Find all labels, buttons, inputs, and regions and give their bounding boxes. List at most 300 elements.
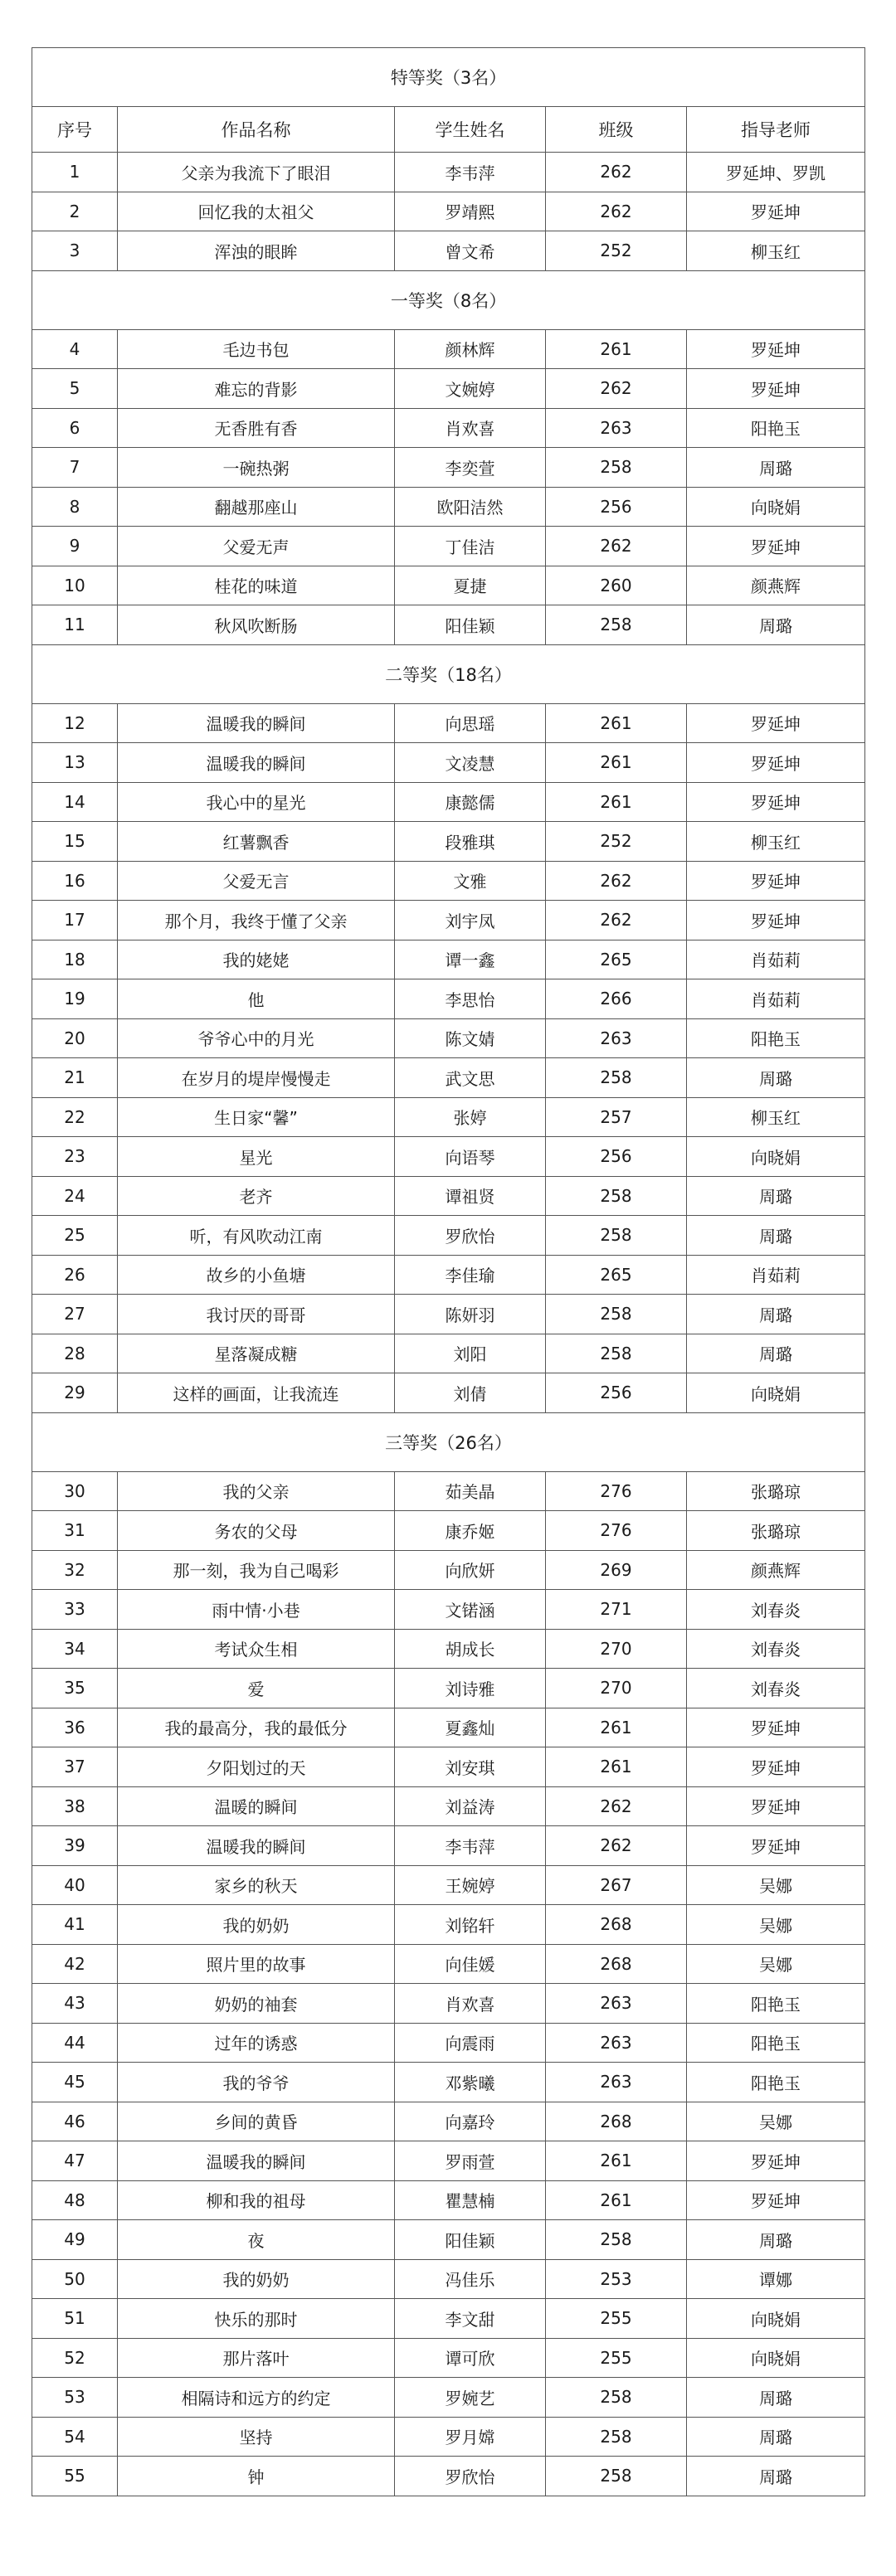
class-cell: 256 xyxy=(546,487,687,527)
section-title: 三等奖（26名） xyxy=(32,1412,865,1471)
teacher-cell: 阳艳玉 xyxy=(687,408,865,448)
rank-cell: 41 xyxy=(32,1905,118,1945)
class-cell: 263 xyxy=(546,1984,687,2024)
table-row xyxy=(32,1708,865,1747)
title-cell: 夕阳划过的天 xyxy=(118,1747,395,1787)
student-cell: 罗月嫦 xyxy=(395,2417,546,2457)
title-cell: 他 xyxy=(118,979,395,1019)
student-cell: 刘倩 xyxy=(395,1373,546,1413)
student-cell: 文雅 xyxy=(395,861,546,901)
class-cell: 252 xyxy=(546,822,687,862)
student-cell: 向佳媛 xyxy=(395,1944,546,1984)
student-cell: 康乔姬 xyxy=(395,1511,546,1551)
student-cell: 谭可欣 xyxy=(395,2338,546,2378)
student-cell: 文凌慧 xyxy=(395,743,546,783)
student-cell: 李韦萍 xyxy=(395,1826,546,1866)
table-row xyxy=(32,1984,865,2024)
class-cell: 261 xyxy=(546,703,687,743)
table-row xyxy=(32,1373,865,1413)
title-cell: 温暖我的瞬间 xyxy=(118,2141,395,2181)
teacher-cell: 阳艳玉 xyxy=(687,1018,865,1058)
table-row xyxy=(32,566,865,605)
rank-cell: 6 xyxy=(32,408,118,448)
rank-cell: 10 xyxy=(32,566,118,605)
class-cell: 258 xyxy=(546,2378,687,2418)
rank-cell: 52 xyxy=(32,2338,118,2378)
rank-cell: 53 xyxy=(32,2378,118,2418)
student-cell: 陈妍羽 xyxy=(395,1295,546,1334)
title-cell: 务农的父母 xyxy=(118,1511,395,1551)
rank-cell: 5 xyxy=(32,369,118,409)
teacher-cell: 柳玉红 xyxy=(687,822,865,862)
table-row xyxy=(32,1255,865,1295)
teacher-cell: 张璐琼 xyxy=(687,1511,865,1551)
title-cell: 快乐的那时 xyxy=(118,2299,395,2339)
table-row xyxy=(32,153,865,192)
rank-cell: 1 xyxy=(32,153,118,192)
title-cell: 我讨厌的哥哥 xyxy=(118,1295,395,1334)
teacher-cell: 罗延坤 xyxy=(687,192,865,231)
teacher-cell: 向晓娟 xyxy=(687,1373,865,1413)
rank-cell: 40 xyxy=(32,1865,118,1905)
teacher-cell: 罗延坤、罗凯 xyxy=(687,153,865,192)
class-cell: 258 xyxy=(546,2457,687,2496)
student-cell: 向震雨 xyxy=(395,2023,546,2063)
table-row xyxy=(32,2378,865,2418)
table-row xyxy=(32,1747,865,1787)
rank-cell: 43 xyxy=(32,1984,118,2024)
rank-cell: 49 xyxy=(32,2220,118,2260)
class-cell: 258 xyxy=(546,605,687,645)
class-cell: 263 xyxy=(546,408,687,448)
title-cell: 回忆我的太祖父 xyxy=(118,192,395,231)
class-cell: 265 xyxy=(546,940,687,979)
title-cell: 柳和我的祖母 xyxy=(118,2180,395,2220)
table-row xyxy=(32,1058,865,1098)
teacher-cell: 罗延坤 xyxy=(687,782,865,822)
rank-cell: 8 xyxy=(32,487,118,527)
teacher-cell: 吴娜 xyxy=(687,1944,865,1984)
title-cell: 温暖我的瞬间 xyxy=(118,1826,395,1866)
table-row xyxy=(32,1471,865,1511)
teacher-cell: 周璐 xyxy=(687,2457,865,2496)
title-cell: 父亲为我流下了眼泪 xyxy=(118,153,395,192)
rank-cell: 18 xyxy=(32,940,118,979)
class-cell: 253 xyxy=(546,2259,687,2299)
column-header-row xyxy=(32,107,865,153)
student-cell: 欧阳洁然 xyxy=(395,487,546,527)
rank-cell: 38 xyxy=(32,1786,118,1826)
table-row xyxy=(32,2023,865,2063)
student-cell: 李佳瑜 xyxy=(395,1255,546,1295)
rank-cell: 14 xyxy=(32,782,118,822)
title-cell: 我的父亲 xyxy=(118,1471,395,1511)
teacher-cell: 周璐 xyxy=(687,1058,865,1098)
class-cell: 268 xyxy=(546,1944,687,1984)
class-cell: 256 xyxy=(546,1137,687,1177)
teacher-cell: 周璐 xyxy=(687,2378,865,2418)
rank-cell: 21 xyxy=(32,1058,118,1098)
rank-cell: 34 xyxy=(32,1629,118,1669)
rank-cell: 50 xyxy=(32,2259,118,2299)
class-cell: 255 xyxy=(546,2338,687,2378)
student-cell: 武文思 xyxy=(395,1058,546,1098)
student-cell: 刘益涛 xyxy=(395,1786,546,1826)
title-cell: 老齐 xyxy=(118,1176,395,1216)
teacher-cell: 罗延坤 xyxy=(687,861,865,901)
title-cell: 坚持 xyxy=(118,2417,395,2457)
teacher-cell: 罗延坤 xyxy=(687,1826,865,1866)
class-cell: 257 xyxy=(546,1097,687,1137)
student-cell: 康懿儒 xyxy=(395,782,546,822)
rank-cell: 26 xyxy=(32,1255,118,1295)
class-cell: 263 xyxy=(546,2063,687,2102)
class-cell: 258 xyxy=(546,1176,687,1216)
table-row xyxy=(32,1669,865,1708)
class-cell: 261 xyxy=(546,1708,687,1747)
student-cell: 阳佳颖 xyxy=(395,605,546,645)
table-row xyxy=(32,1176,865,1216)
column-header: 学生姓名 xyxy=(395,107,546,153)
class-cell: 270 xyxy=(546,1629,687,1669)
class-cell: 269 xyxy=(546,1550,687,1590)
class-cell: 276 xyxy=(546,1471,687,1511)
class-cell: 256 xyxy=(546,1373,687,1413)
title-cell: 那一刻，我为自己喝彩 xyxy=(118,1550,395,1590)
title-cell: 翻越那座山 xyxy=(118,487,395,527)
student-cell: 刘安琪 xyxy=(395,1747,546,1787)
table-row xyxy=(32,2417,865,2457)
title-cell: 我的奶奶 xyxy=(118,1905,395,1945)
class-cell: 262 xyxy=(546,192,687,231)
teacher-cell: 周璐 xyxy=(687,1334,865,1373)
class-cell: 258 xyxy=(546,1058,687,1098)
student-cell: 向嘉玲 xyxy=(395,2102,546,2141)
title-cell: 相隔诗和远方的约定 xyxy=(118,2378,395,2418)
student-cell: 李韦萍 xyxy=(395,153,546,192)
teacher-cell: 罗延坤 xyxy=(687,2180,865,2220)
table-row xyxy=(32,192,865,231)
title-cell: 过年的诱惑 xyxy=(118,2023,395,2063)
table-row xyxy=(32,1905,865,1945)
section-header-row xyxy=(32,1412,865,1471)
section-title: 二等奖（18名） xyxy=(32,644,865,703)
rank-cell: 7 xyxy=(32,448,118,488)
student-cell: 文锘涵 xyxy=(395,1590,546,1630)
table-row xyxy=(32,940,865,979)
title-cell: 我的奶奶 xyxy=(118,2259,395,2299)
title-cell: 听，有风吹动江南 xyxy=(118,1216,395,1256)
table-row xyxy=(32,703,865,743)
student-cell: 罗靖熙 xyxy=(395,192,546,231)
class-cell: 261 xyxy=(546,2180,687,2220)
rank-cell: 39 xyxy=(32,1826,118,1866)
student-cell: 夏捷 xyxy=(395,566,546,605)
column-header: 作品名称 xyxy=(118,107,395,153)
class-cell: 268 xyxy=(546,2102,687,2141)
rank-cell: 55 xyxy=(32,2457,118,2496)
table-row xyxy=(32,1334,865,1373)
student-cell: 颜林辉 xyxy=(395,329,546,369)
rank-cell: 35 xyxy=(32,1669,118,1708)
teacher-cell: 罗延坤 xyxy=(687,527,865,566)
title-cell: 照片里的故事 xyxy=(118,1944,395,1984)
title-cell: 我心中的星光 xyxy=(118,782,395,822)
class-cell: 262 xyxy=(546,369,687,409)
class-cell: 258 xyxy=(546,1216,687,1256)
rank-cell: 47 xyxy=(32,2141,118,2181)
table-row xyxy=(32,1629,865,1669)
student-cell: 谭一鑫 xyxy=(395,940,546,979)
student-cell: 邓紫曦 xyxy=(395,2063,546,2102)
teacher-cell: 阳艳玉 xyxy=(687,1984,865,2024)
title-cell: 我的姥姥 xyxy=(118,940,395,979)
teacher-cell: 向晓娟 xyxy=(687,487,865,527)
teacher-cell: 向晓娟 xyxy=(687,1137,865,1177)
rank-cell: 23 xyxy=(32,1137,118,1177)
teacher-cell: 罗延坤 xyxy=(687,1786,865,1826)
student-cell: 段雅琪 xyxy=(395,822,546,862)
teacher-cell: 罗延坤 xyxy=(687,1747,865,1787)
student-cell: 曾文希 xyxy=(395,231,546,271)
table-row xyxy=(32,2299,865,2339)
teacher-cell: 罗延坤 xyxy=(687,901,865,940)
title-cell: 我的最高分，我的最低分 xyxy=(118,1708,395,1747)
title-cell: 一碗热粥 xyxy=(118,448,395,488)
class-cell: 261 xyxy=(546,782,687,822)
student-cell: 罗雨萱 xyxy=(395,2141,546,2181)
table-row xyxy=(32,1865,865,1905)
teacher-cell: 向晓娟 xyxy=(687,2299,865,2339)
teacher-cell: 阳艳玉 xyxy=(687,2063,865,2102)
student-cell: 刘宇凤 xyxy=(395,901,546,940)
student-cell: 李文甜 xyxy=(395,2299,546,2339)
title-cell: 在岁月的堤岸慢慢走 xyxy=(118,1058,395,1098)
title-cell: 桂花的味道 xyxy=(118,566,395,605)
rank-cell: 20 xyxy=(32,1018,118,1058)
table-row xyxy=(32,1550,865,1590)
rank-cell: 27 xyxy=(32,1295,118,1334)
title-cell: 浑浊的眼眸 xyxy=(118,231,395,271)
table-row xyxy=(32,2220,865,2260)
rank-cell: 42 xyxy=(32,1944,118,1984)
teacher-cell: 张璐琼 xyxy=(687,1471,865,1511)
student-cell: 夏鑫灿 xyxy=(395,1708,546,1747)
student-cell: 刘阳 xyxy=(395,1334,546,1373)
student-cell: 刘诗雅 xyxy=(395,1669,546,1708)
title-cell: 故乡的小鱼塘 xyxy=(118,1255,395,1295)
teacher-cell: 吴娜 xyxy=(687,1865,865,1905)
table-row xyxy=(32,1097,865,1137)
teacher-cell: 吴娜 xyxy=(687,1905,865,1945)
rank-cell: 30 xyxy=(32,1471,118,1511)
teacher-cell: 刘春炎 xyxy=(687,1590,865,1630)
rank-cell: 13 xyxy=(32,743,118,783)
rank-cell: 9 xyxy=(32,527,118,566)
rank-cell: 32 xyxy=(32,1550,118,1590)
title-cell: 毛边书包 xyxy=(118,329,395,369)
class-cell: 263 xyxy=(546,1018,687,1058)
class-cell: 261 xyxy=(546,2141,687,2181)
teacher-cell: 肖茹莉 xyxy=(687,1255,865,1295)
rank-cell: 25 xyxy=(32,1216,118,1256)
table-row xyxy=(32,1511,865,1551)
class-cell: 271 xyxy=(546,1590,687,1630)
title-cell: 星光 xyxy=(118,1137,395,1177)
teacher-cell: 罗延坤 xyxy=(687,703,865,743)
class-cell: 262 xyxy=(546,901,687,940)
table-row xyxy=(32,231,865,271)
table-row xyxy=(32,2180,865,2220)
teacher-cell: 罗延坤 xyxy=(687,1708,865,1747)
class-cell: 262 xyxy=(546,1786,687,1826)
student-cell: 文婉婷 xyxy=(395,369,546,409)
rank-cell: 54 xyxy=(32,2417,118,2457)
table-row xyxy=(32,1944,865,1984)
class-cell: 261 xyxy=(546,743,687,783)
rank-cell: 37 xyxy=(32,1747,118,1787)
class-cell: 252 xyxy=(546,231,687,271)
table-row xyxy=(32,2259,865,2299)
student-cell: 胡成长 xyxy=(395,1629,546,1669)
table-row xyxy=(32,369,865,409)
table-row xyxy=(32,743,865,783)
title-cell: 温暖的瞬间 xyxy=(118,1786,395,1826)
title-cell: 乡间的黄昏 xyxy=(118,2102,395,2141)
table-row xyxy=(32,1826,865,1866)
title-cell: 我的爷爷 xyxy=(118,2063,395,2102)
title-cell: 红薯飘香 xyxy=(118,822,395,862)
section-title: 一等奖（8名） xyxy=(32,270,865,329)
title-cell: 这样的画面，让我流连 xyxy=(118,1373,395,1413)
rank-cell: 3 xyxy=(32,231,118,271)
table-row xyxy=(32,448,865,488)
class-cell: 258 xyxy=(546,1295,687,1334)
class-cell: 262 xyxy=(546,861,687,901)
class-cell: 261 xyxy=(546,329,687,369)
class-cell: 263 xyxy=(546,2023,687,2063)
class-cell: 265 xyxy=(546,1255,687,1295)
title-cell: 秋风吹断肠 xyxy=(118,605,395,645)
student-cell: 向语琴 xyxy=(395,1137,546,1177)
class-cell: 270 xyxy=(546,1669,687,1708)
title-cell: 难忘的背影 xyxy=(118,369,395,409)
rank-cell: 29 xyxy=(32,1373,118,1413)
table-row xyxy=(32,329,865,369)
rank-cell: 22 xyxy=(32,1097,118,1137)
table-row xyxy=(32,822,865,862)
table-row xyxy=(32,861,865,901)
rank-cell: 15 xyxy=(32,822,118,862)
teacher-cell: 吴娜 xyxy=(687,2102,865,2141)
title-cell: 奶奶的袖套 xyxy=(118,1984,395,2024)
class-cell: 255 xyxy=(546,2299,687,2339)
award-table-body xyxy=(32,48,865,2496)
teacher-cell: 柳玉红 xyxy=(687,1097,865,1137)
teacher-cell: 刘春炎 xyxy=(687,1669,865,1708)
class-cell: 262 xyxy=(546,1826,687,1866)
rank-cell: 45 xyxy=(32,2063,118,2102)
class-cell: 258 xyxy=(546,2417,687,2457)
teacher-cell: 向晓娟 xyxy=(687,2338,865,2378)
teacher-cell: 刘春炎 xyxy=(687,1629,865,1669)
teacher-cell: 周璐 xyxy=(687,1216,865,1256)
student-cell: 李思怡 xyxy=(395,979,546,1019)
table-row xyxy=(32,2457,865,2496)
table-row xyxy=(32,2102,865,2141)
student-cell: 李奕萱 xyxy=(395,448,546,488)
column-header: 指导老师 xyxy=(687,107,865,153)
student-cell: 向欣妍 xyxy=(395,1550,546,1590)
teacher-cell: 谭娜 xyxy=(687,2259,865,2299)
teacher-cell: 颜燕辉 xyxy=(687,566,865,605)
student-cell: 陈文婧 xyxy=(395,1018,546,1058)
title-cell: 父爱无声 xyxy=(118,527,395,566)
class-cell: 258 xyxy=(546,448,687,488)
rank-cell: 16 xyxy=(32,861,118,901)
teacher-cell: 阳艳玉 xyxy=(687,2023,865,2063)
student-cell: 罗欣怡 xyxy=(395,2457,546,2496)
title-cell: 父爱无言 xyxy=(118,861,395,901)
teacher-cell: 周璐 xyxy=(687,2417,865,2457)
student-cell: 丁佳洁 xyxy=(395,527,546,566)
student-cell: 瞿慧楠 xyxy=(395,2180,546,2220)
section-header-row xyxy=(32,644,865,703)
table-row xyxy=(32,605,865,645)
title-cell: 生日家“馨” xyxy=(118,1097,395,1137)
column-header: 序号 xyxy=(32,107,118,153)
teacher-cell: 周璐 xyxy=(687,605,865,645)
rank-cell: 36 xyxy=(32,1708,118,1747)
table-row xyxy=(32,1137,865,1177)
student-cell: 张婷 xyxy=(395,1097,546,1137)
section-header-row xyxy=(32,48,865,107)
rank-cell: 4 xyxy=(32,329,118,369)
title-cell: 考试众生相 xyxy=(118,1629,395,1669)
student-cell: 茹美晶 xyxy=(395,1471,546,1511)
rank-cell: 28 xyxy=(32,1334,118,1373)
title-cell: 夜 xyxy=(118,2220,395,2260)
title-cell: 爷爷心中的月光 xyxy=(118,1018,395,1058)
title-cell: 钟 xyxy=(118,2457,395,2496)
table-row xyxy=(32,979,865,1019)
rank-cell: 2 xyxy=(32,192,118,231)
title-cell: 那片落叶 xyxy=(118,2338,395,2378)
table-row xyxy=(32,2141,865,2181)
teacher-cell: 周璐 xyxy=(687,1176,865,1216)
student-cell: 罗婉艺 xyxy=(395,2378,546,2418)
section-title: 特等奖（3名） xyxy=(32,48,865,107)
class-cell: 260 xyxy=(546,566,687,605)
teacher-cell: 肖茹莉 xyxy=(687,979,865,1019)
title-cell: 家乡的秋天 xyxy=(118,1865,395,1905)
title-cell: 星落凝成糖 xyxy=(118,1334,395,1373)
title-cell: 那个月，我终于懂了父亲 xyxy=(118,901,395,940)
rank-cell: 12 xyxy=(32,703,118,743)
teacher-cell: 周璐 xyxy=(687,448,865,488)
student-cell: 冯佳乐 xyxy=(395,2259,546,2299)
student-cell: 肖欢喜 xyxy=(395,408,546,448)
class-cell: 262 xyxy=(546,153,687,192)
table-row xyxy=(32,1786,865,1826)
column-header: 班级 xyxy=(546,107,687,153)
title-cell: 温暖我的瞬间 xyxy=(118,703,395,743)
rank-cell: 48 xyxy=(32,2180,118,2220)
student-cell: 肖欢喜 xyxy=(395,1984,546,2024)
class-cell: 276 xyxy=(546,1511,687,1551)
teacher-cell: 周璐 xyxy=(687,1295,865,1334)
class-cell: 268 xyxy=(546,1905,687,1945)
